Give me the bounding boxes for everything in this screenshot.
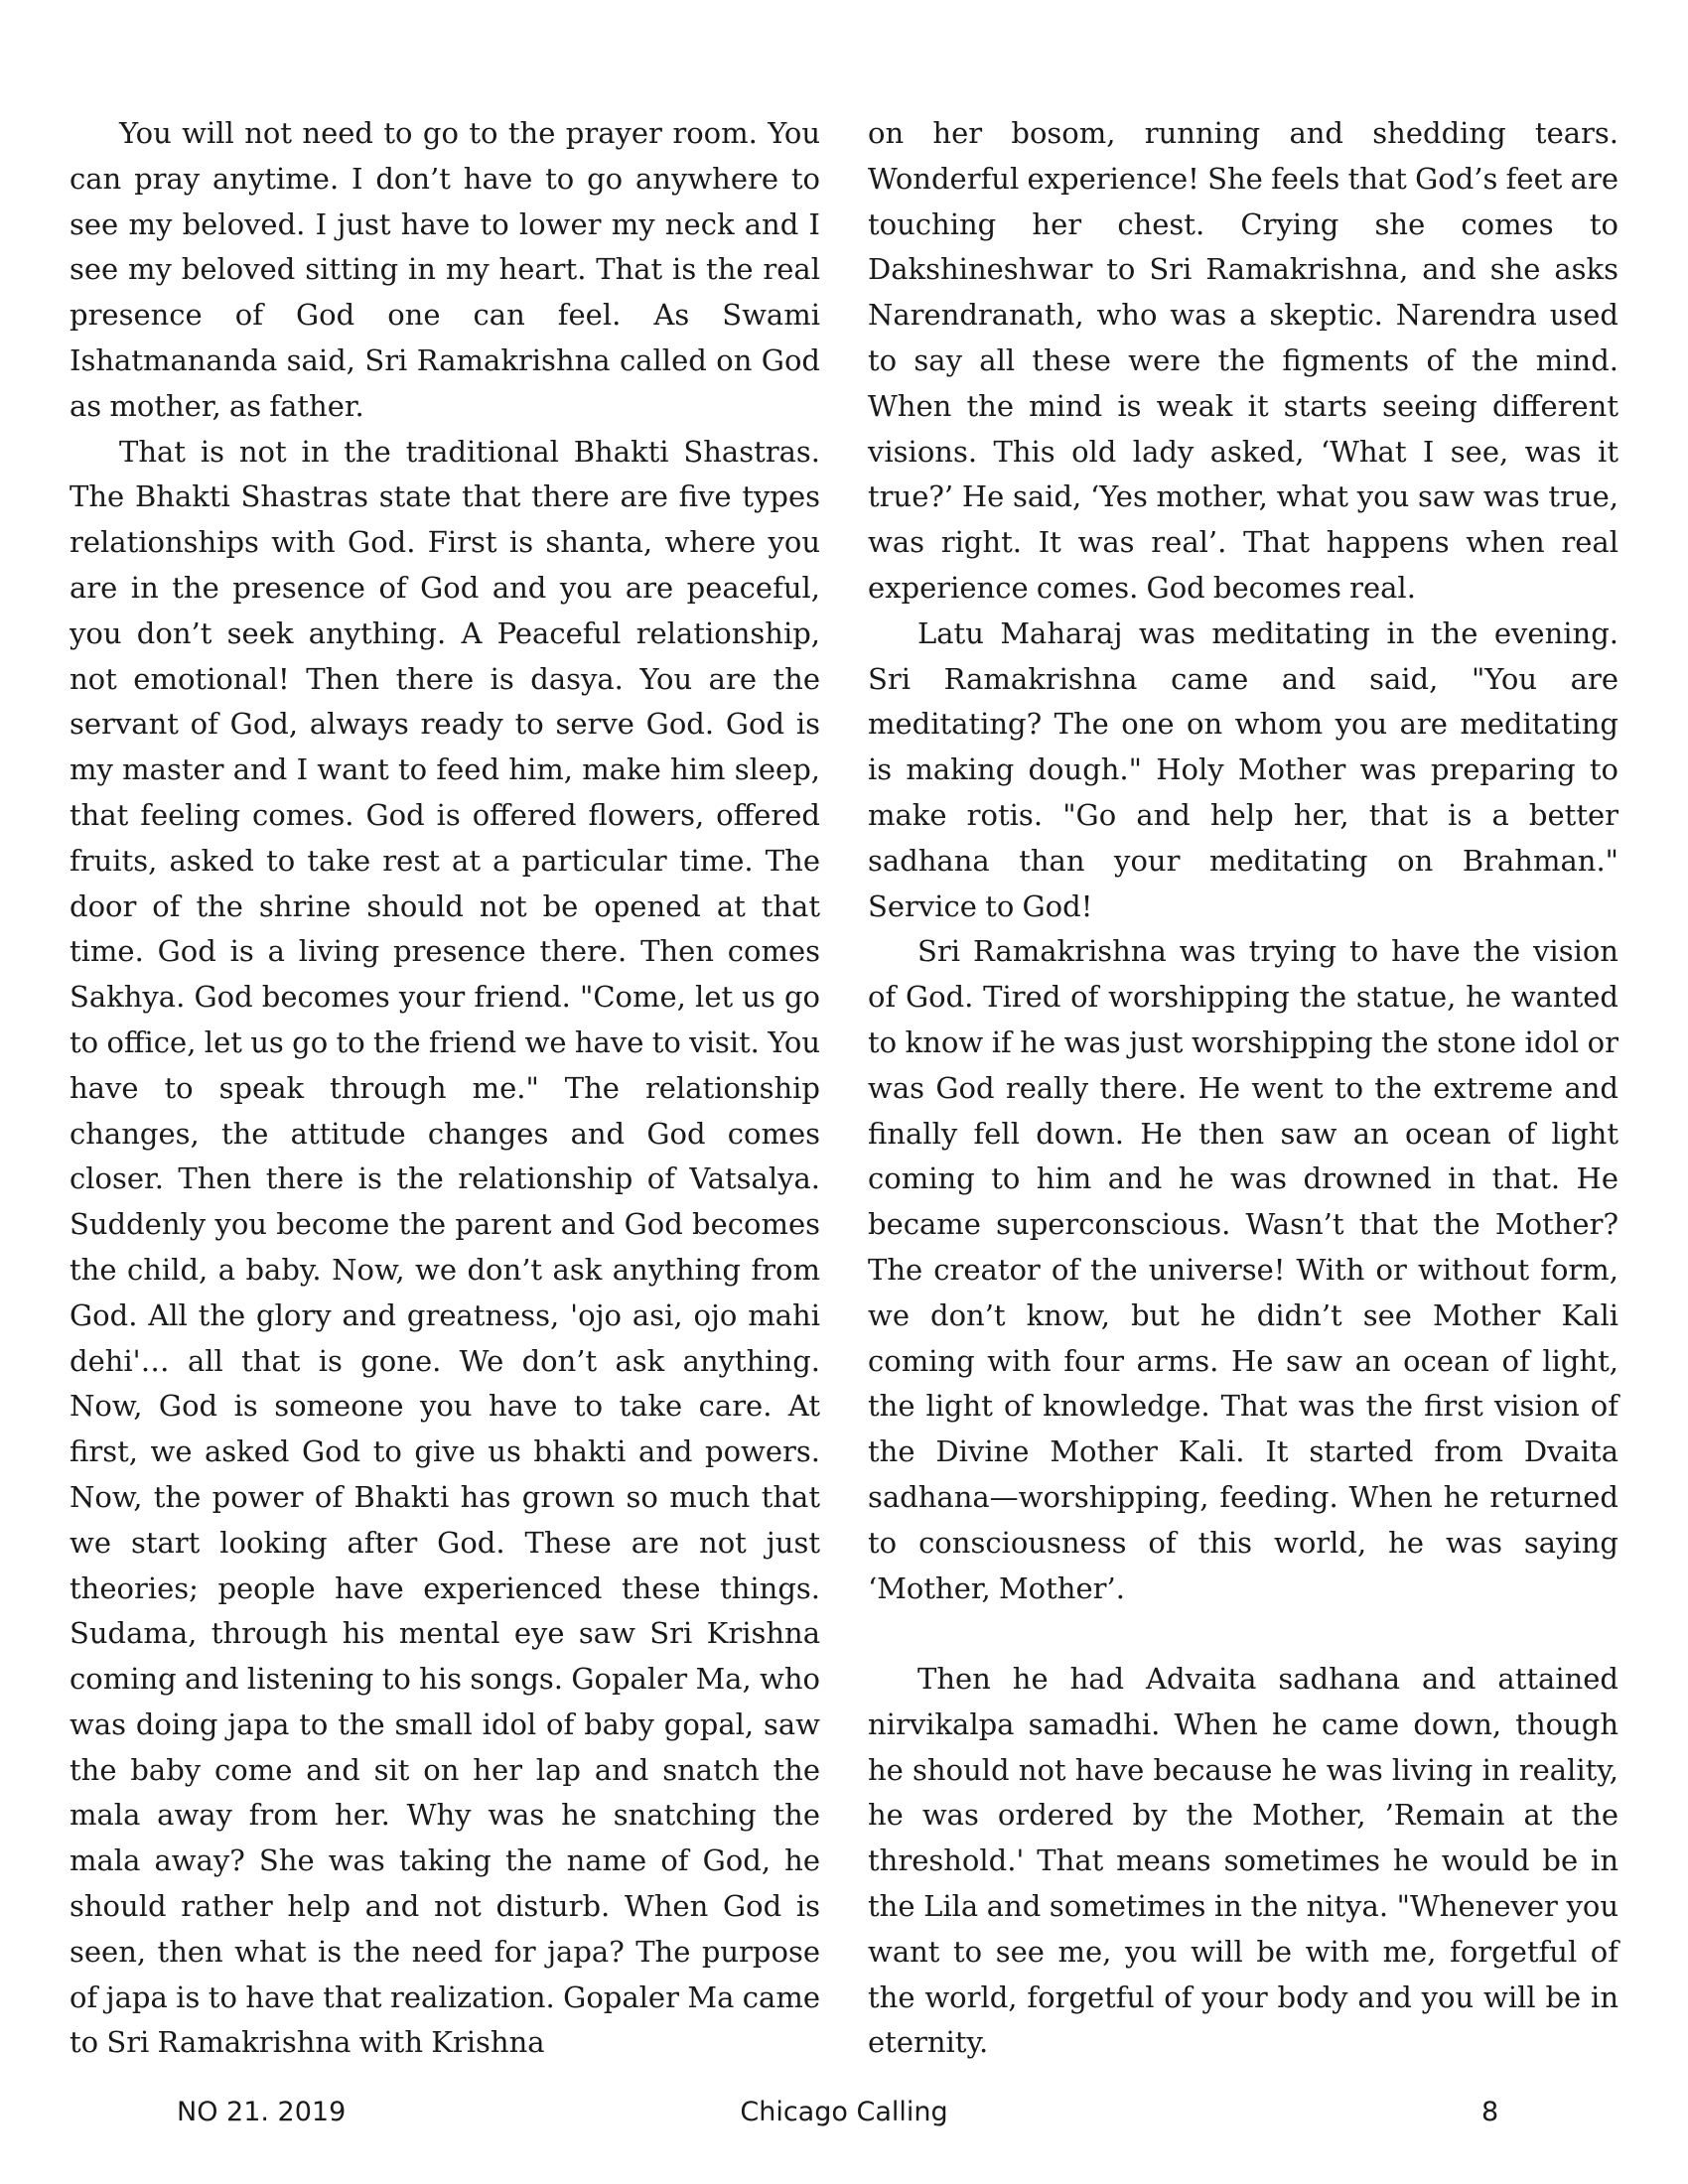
body-paragraph: You will not need to go to the prayer room. You can pray anytime. I don’t have to go anywhere to see my beloved. I just have to lower my neck and I see my beloved sitting in my heart. That is the real presence of God one can feel. As Swami Ishatmananda said, Sri Ramakrishna called on God as mother, as father.	[70, 116, 820, 423]
right-text-column	[868, 111, 1618, 2066]
footer-page-number: 8	[1481, 2097, 1499, 2127]
page-footer	[0, 2097, 1688, 2136]
left-text-column	[70, 111, 820, 2066]
footer-publication-title: Chicago Calling	[740, 2097, 948, 2127]
body-paragraph: Sri Ramakrishna was trying to have the vision of God. Tired of worshipping the statue, he wanted to know if he was just worshipping the stone idol or was God really there. He went to the extreme and finally fell down. He then saw an ocean of light coming to him and he was drowned in that. He became superconscious. Wasn’t that the Mother? The creator of the universe! With or without form, we don’t know, but he didn’t see Mother Kali coming with four arms. He saw an ocean of light, the light of knowledge. That was the first vision of the Divine Mother Kali. It started from Dvaita sadhana—worshipping, feeding. When he returned to consciousness of this world, he was saying ‘Mother, Mother’.	[868, 934, 1618, 1605]
body-paragraph: Then he had Advaita sadhana and attained nirvikalpa samadhi. When he came down, though he should not have because he was living in reality, he was ordered by the Mother, ’Remain at the threshold.' That means sometimes he would be in the Lila and sometimes in the nitya. "Whenever you want to see me, you will be with me, forgetful of the world, forgetful of your body and you will be in eternity.	[868, 1662, 1618, 2060]
body-paragraph: Latu Maharaj was meditating in the evening. Sri Ramakrishna came and said, "You are meditating? The one on whom you are meditating is making dough." Holy Mother was preparing to make rotis. "Go and help her, that is a better sadhana than your meditating on Brahman." Service to God!	[868, 615, 1618, 923]
body-paragraph: That is not in the traditional Bhakti Shastras. The Bhakti Shastras state that there are five types relationships with God. First is shanta, where you are in the presence of God and you are peaceful, you don’t seek anything. A Peaceful relationship, not emotional! Then there is dasya. You are the servant of God, always ready to serve God. God is my master and I want to feed him, make him sleep, that feeling comes. God is offered flowers, offered fruits, asked to take rest at a particular time. The door of the shrine should not be opened at that time. God is a living presence there. Then comes Sakhya. God becomes your friend. "Come, let us go to office, let us go to the friend we have to visit. You have to speak through me." The relationship changes, the attitude changes and God comes closer. Then there is the relationship of Vatsalya. Suddenly you become the parent and God becomes the child, a baby. Now, we don’t ask anything from God. All the glory and greatness, 'ojo asi, ojo mahi dehi'… all that is gone. We don’t ask anything. Now, God is someone you have to take care. At first, we asked God to give us bhakti and powers. Now, the power of Bhakti has grown so much that we start looking after God. These are not just theories; people have experienced these things. Sudama, through his mental eye saw Sri Krishna coming and listening to his songs. Gopaler Ma, who was doing japa to the small idol of baby gopal, saw the baby come and sit on her lap and snatch the mala away from her. Why was he snatching the mala away? She was taking the name of God, he should rather help and not disturb. When God is seen, then what is the need for japa? The purpose of japa is to have that realization. Gopaler Ma came to Sri Ramakrishna with Krishna	[70, 434, 820, 2060]
footer-issue: NO 21. 2019	[177, 2097, 347, 2127]
body-paragraph-continued: on her bosom, running and shedding tears. Wonderful experience! She feels that God’s feet are touching her chest. Crying she comes to Dakshineshwar to Sri Ramakrishna, and she asks Narendranath, who was a skeptic. Narendra used to say all these were the figments of the mind. When the mind is weak it starts seeing different visions. This old lady asked, ‘What I see, was it true?’ He said, ‘Yes mother, what you saw was true, was right. It was real’. That happens when real experience comes. God becomes real.	[868, 116, 1618, 605]
